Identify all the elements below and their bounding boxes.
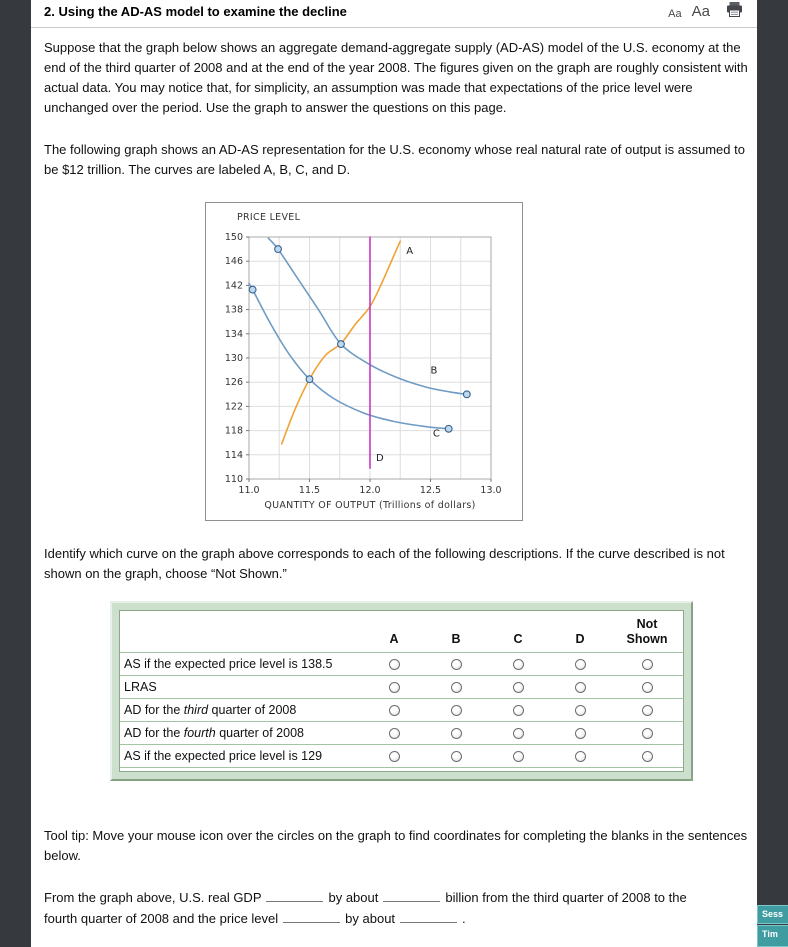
radio-row3-C[interactable]	[513, 728, 524, 739]
table-cell	[549, 728, 611, 739]
lesson-header	[31, 0, 757, 28]
answer-blank[interactable]	[266, 888, 323, 902]
radio-row2-NotShown[interactable]	[642, 705, 653, 716]
sentence-line	[44, 908, 751, 929]
header-controls	[668, 2, 743, 20]
radio-row2-C[interactable]	[513, 705, 524, 716]
table-cell	[487, 728, 549, 739]
table-cell	[425, 751, 487, 762]
curve-label-B: B	[430, 365, 438, 377]
radio-row3-A[interactable]	[389, 728, 400, 739]
sentence-text: by about	[328, 890, 379, 905]
radio-row3-B[interactable]	[451, 728, 462, 739]
radio-row4-NotShown[interactable]	[642, 751, 653, 762]
curve-label-C: C	[432, 428, 440, 440]
radio-row4-C[interactable]	[513, 751, 524, 762]
gdp-sentence	[44, 887, 751, 929]
sentence-text: billion from the third quarter of 2008 to the	[445, 890, 687, 905]
table-cell	[425, 728, 487, 739]
table-cell	[363, 705, 425, 716]
radio-row0-B[interactable]	[451, 659, 462, 670]
table-cell	[363, 751, 425, 762]
sentence-line	[44, 887, 751, 908]
data-point-marker[interactable]	[306, 376, 313, 383]
y-tick-label: 134	[224, 328, 243, 340]
sentence-text: .	[462, 911, 466, 926]
table-cell	[363, 682, 425, 693]
row-label: AS if the expected price level is 138.5	[124, 657, 333, 671]
radio-row4-D[interactable]	[575, 751, 586, 762]
tooltip-note: Tool tip: Move your mouse icon over the circles on the graph to find coordinates for completing the blanks in the sentences below.	[44, 828, 748, 863]
font-size-small-button[interactable]: Aa	[668, 8, 682, 20]
data-point-marker[interactable]	[338, 341, 345, 348]
sentence-text: by about	[345, 911, 396, 926]
intro-paragraph-2: The following graph shows an AD-AS representation for the U.S. economy whose real natural rate of output is assumed to be $12 trillion. The curves are labeled A, B, C, and D.	[44, 142, 745, 177]
y-tick-label: 114	[224, 449, 243, 461]
table-cell	[425, 682, 487, 693]
y-tick-label: 122	[224, 401, 243, 413]
table-cell	[611, 682, 683, 693]
answer-table	[110, 601, 693, 781]
x-tick-label: 13.0	[480, 485, 502, 496]
radio-row2-B[interactable]	[451, 705, 462, 716]
data-point-marker[interactable]	[275, 246, 282, 253]
font-size-large-button[interactable]: Aa	[691, 3, 710, 20]
row-label: AS if the expected price level is 129	[124, 749, 323, 763]
data-point-marker[interactable]	[463, 391, 470, 398]
answer-table-inner	[119, 610, 684, 772]
radio-row1-A[interactable]	[389, 682, 400, 693]
chart-x-axis-label: QUANTITY OF OUTPUT (Trillions of dollars)	[264, 500, 476, 511]
intro-paragraph-1: Suppose that the graph below shows an aggregate demand-aggregate supply (AD-AS) model of the U.S. economy at the end of the third quarter of 2008 and at the end of the year 2008. The figures given on the graph are roughly consistent with actual data. You may notice that, for simplicity, an assumption was made that expectations of the price level were unchanged over the period. Use the graph to answer the questions on this page.	[44, 40, 748, 115]
table-header-cell-D: D	[575, 632, 585, 646]
table-header-cell-A: A	[389, 632, 399, 646]
x-tick-label: 11.0	[238, 485, 260, 496]
table-cell	[611, 705, 683, 716]
y-tick-label: 150	[224, 232, 243, 243]
radio-row1-B[interactable]	[451, 682, 462, 693]
radio-row0-NotShown[interactable]	[642, 659, 653, 670]
table-cell	[363, 728, 425, 739]
y-tick-label: 142	[224, 280, 243, 292]
row-label: LRAS	[124, 680, 157, 694]
radio-row0-D[interactable]	[575, 659, 586, 670]
radio-row1-D[interactable]	[575, 682, 586, 693]
table-row	[120, 652, 683, 675]
left-frame-edge	[0, 0, 31, 947]
sentence-text: From the graph above, U.S. real GDP	[44, 890, 262, 905]
table-cell	[549, 751, 611, 762]
radio-row4-A[interactable]	[389, 751, 400, 762]
table-row	[120, 698, 683, 721]
page-title: 2. Using the AD-AS model to examine the decline	[44, 4, 347, 19]
session-timer-label: Sess	[757, 905, 788, 924]
table-cell	[611, 659, 683, 670]
answer-blank[interactable]	[283, 909, 340, 923]
table-header-row	[120, 611, 683, 652]
adas-graph-panel	[205, 202, 523, 521]
answer-blank[interactable]	[400, 909, 457, 923]
table-header-cell-B: B	[451, 632, 461, 646]
table-header-cell-C: C	[513, 632, 523, 646]
x-tick-label: 11.5	[298, 485, 321, 496]
data-point-marker[interactable]	[445, 425, 452, 432]
table-cell	[549, 682, 611, 693]
table-cell	[487, 659, 549, 670]
radio-row3-NotShown[interactable]	[642, 728, 653, 739]
row-label: AD for the fourth quarter of 2008	[124, 726, 304, 740]
table-cell	[425, 659, 487, 670]
answer-blank[interactable]	[383, 888, 440, 902]
y-tick-label: 130	[224, 353, 243, 364]
data-point-marker[interactable]	[249, 286, 256, 293]
adas-chart	[206, 203, 522, 520]
time-remaining-label: Tim	[757, 925, 788, 947]
row-label: AD for the third quarter of 2008	[124, 703, 297, 717]
radio-row1-C[interactable]	[513, 682, 524, 693]
y-tick-label: 110	[224, 474, 243, 485]
table-row	[120, 744, 683, 767]
table-footer-line	[120, 767, 683, 771]
radio-row2-A[interactable]	[389, 705, 400, 716]
table-cell	[363, 659, 425, 670]
printer-icon[interactable]	[726, 2, 743, 20]
radio-row1-NotShown[interactable]	[642, 682, 653, 693]
chart-title: PRICE LEVEL	[237, 212, 301, 223]
x-tick-label: 12.0	[359, 485, 381, 496]
lesson-content	[31, 0, 757, 947]
table-cell	[611, 728, 683, 739]
y-tick-label: 146	[224, 256, 243, 268]
curve-label-A: A	[406, 245, 414, 257]
sentence-text: fourth quarter of 2008 and the price level	[44, 911, 279, 926]
table-row	[120, 721, 683, 744]
table-cell	[611, 751, 683, 762]
y-tick-label: 118	[224, 425, 243, 437]
table-cell	[425, 705, 487, 716]
identify-instruction: Identify which curve on the graph above corresponds to each of the following descriptions. If the curve described is not shown on the graph, choose “Not Shown.”	[44, 546, 725, 581]
table-cell	[549, 705, 611, 716]
y-tick-label: 138	[224, 304, 243, 316]
radio-row0-A[interactable]	[389, 659, 400, 670]
curve-label-D: D	[376, 452, 384, 464]
table-cell	[487, 751, 549, 762]
table-row	[120, 675, 683, 698]
radio-row4-B[interactable]	[451, 751, 462, 762]
radio-row2-D[interactable]	[575, 705, 586, 716]
radio-row0-C[interactable]	[513, 659, 524, 670]
table-cell	[487, 705, 549, 716]
table-cell	[549, 659, 611, 670]
radio-row3-D[interactable]	[575, 728, 586, 739]
table-header-cell-NotShown: Not Shown	[626, 617, 668, 646]
x-tick-label: 12.5	[419, 485, 442, 496]
table-cell	[487, 682, 549, 693]
right-frame-edge	[757, 0, 788, 947]
y-tick-label: 126	[224, 377, 243, 389]
